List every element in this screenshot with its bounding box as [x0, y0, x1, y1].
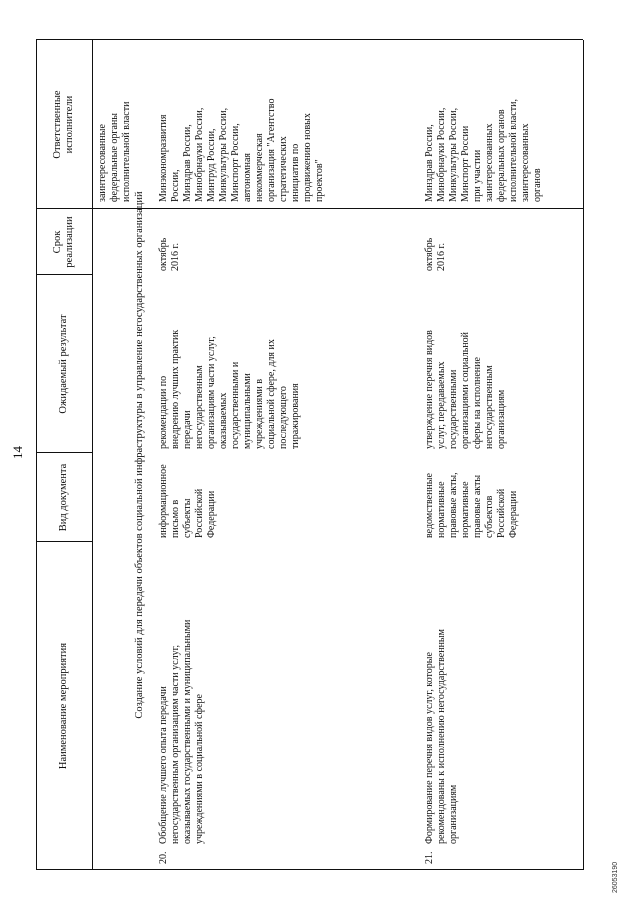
header-deadline: Срок реализации [52, 216, 75, 268]
continuation-responsible: заинтересованные федеральные органы исполнительной власти [97, 101, 132, 202]
page-number: 14 [10, 446, 25, 459]
measures-table [36, 40, 583, 870]
row-responsible: Минздрав России, Минобрнауки России, Минкультуры России, Минспорт России при участии заинтересованных федеральных органов исполнительной власти, заинтересованных органов [424, 99, 543, 202]
row-number: 21. [424, 851, 435, 864]
row-name: Обобщение лучшего опыта передачи негосударственным организациям части услуг, оказываемых государственными и муниципальными учреждениями в социальной сфере [158, 619, 205, 844]
section-title: Создание условий для передачи объектов социальной инфраструктуры в управление негосударственных организаций [134, 191, 145, 719]
header-doc-type: Вид документа [58, 463, 69, 532]
header-result: Ожидаемый результат [58, 314, 69, 414]
table-right-border [36, 39, 583, 40]
document-code: 26053190 [612, 861, 619, 893]
row-deadline: октябрь 2016 г. [424, 237, 447, 271]
table-bottom-border [583, 40, 584, 870]
col-divider-4 [36, 208, 583, 209]
header-name: Наименование мероприятия [58, 642, 69, 770]
row-result: рекомендации по внедрению лучших практик передачи негосударственным организациям части услуг, оказываемых государственными и муниципальными учреждениями в социальной сфере, для их последующего тиражирования [158, 329, 301, 449]
row-doc-type: информационное письмо в субъекты Российской Федерации [158, 464, 217, 538]
header-responsible: Ответственные исполнители [52, 90, 75, 159]
row-responsible: Минэкономразвития России, Минздрав России, Минобрнауки России, Минтруд России, Минкультуры России, Минспорт России, автономная некоммерческая организация "Агентство стратегических инициатив по продвижению новых проектов" [158, 98, 325, 202]
header-bottom-border [92, 40, 93, 870]
table-left-border [36, 869, 583, 870]
row-doc-type: ведомственные нормативные правовые акты, нормативные правовые акты субъектов Российской Федерации [424, 472, 519, 538]
row-name: Формирование перечня видов услуг, которые рекомендованы к исполнению негосударственным организациям [424, 629, 459, 844]
row-deadline: октябрь 2016 г. [158, 237, 181, 271]
row-number: 20. [158, 851, 169, 864]
row-result: утверждение перечня видов услуг, передаваемых государственными организациями социальной сферы на исполнение негосударственным организациям [424, 330, 507, 449]
